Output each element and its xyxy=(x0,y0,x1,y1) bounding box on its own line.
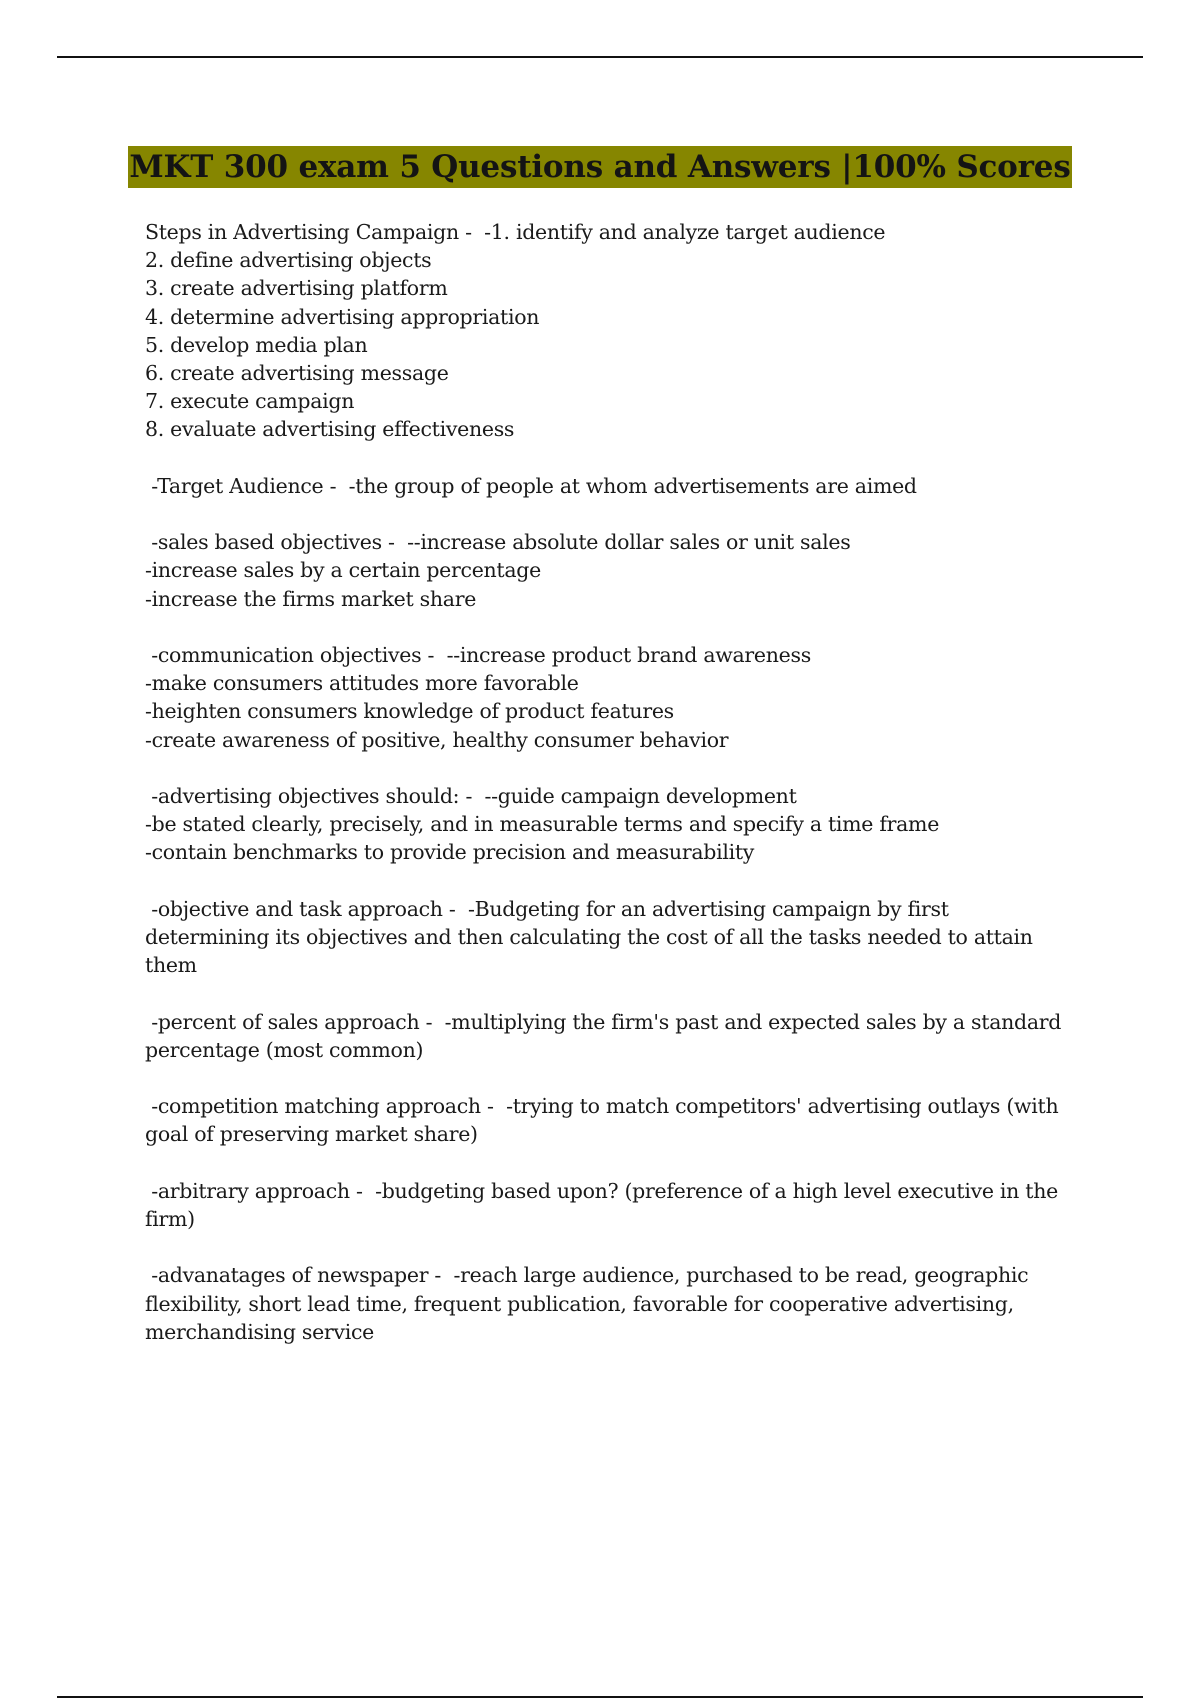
paragraph-gap xyxy=(145,867,1090,895)
qa-paragraph xyxy=(145,1177,1090,1233)
text-line: -heighten consumers knowledge of product features xyxy=(145,699,674,724)
text-line: -be stated clearly, precisely, and in measurable terms and specify a time frame xyxy=(145,812,940,837)
text-line: percentage (most common) xyxy=(145,1037,424,1062)
text-line: 2. define advertising objects xyxy=(145,248,432,273)
steps-list xyxy=(145,218,1090,444)
title-container xyxy=(0,146,1200,188)
text-line: -advanatages of newspaper - -reach large audience, purchased to be read, geographic xyxy=(145,1263,1029,1288)
text-line: 5. develop media plan xyxy=(145,332,368,357)
qa-paragraph xyxy=(145,1008,1090,1064)
text-line: -make consumers attitudes more favorable xyxy=(145,671,579,696)
text-line: firm) xyxy=(145,1206,195,1231)
paragraph-gap xyxy=(145,500,1090,528)
qa-paragraph xyxy=(145,472,1090,500)
text-line: -Target Audience - -the group of people at whom advertisements are aimed xyxy=(145,473,917,498)
text-line: -competition matching approach - -trying to match competitors' advertising outlays (with xyxy=(145,1094,1059,1119)
qa-paragraph xyxy=(145,782,1090,867)
paragraph-gap xyxy=(145,979,1090,1007)
qa-paragraph xyxy=(145,528,1090,613)
text-line: 6. create advertising message xyxy=(145,361,449,386)
text-line: 3. create advertising platform xyxy=(145,276,448,301)
text-line: flexibility, short lead time, frequent publication, favorable for cooperative advertising, xyxy=(145,1291,1014,1316)
top-rule xyxy=(57,56,1143,58)
text-line: -communication objectives - --increase product brand awareness xyxy=(145,643,811,667)
document-title: MKT 300 exam 5 Questions and Answers |100% Scores xyxy=(128,146,1071,188)
text-line: 8. evaluate advertising effectiveness xyxy=(145,417,515,442)
paragraph-gap xyxy=(145,444,1090,472)
text-line: -objective and task approach - -Budgeting for an advertising campaign by first xyxy=(145,896,949,921)
qa-paragraph xyxy=(145,1261,1090,1346)
paragraph-gap xyxy=(145,1233,1090,1261)
text-line: -arbitrary approach - -budgeting based upon? (preference of a high level executive in the xyxy=(145,1178,1058,1203)
document-body xyxy=(145,218,1090,1346)
text-line: merchandising service xyxy=(145,1319,374,1344)
text-line: -advertising objectives should: - --guide campaign development xyxy=(145,784,797,808)
text-line: determining its objectives and then calculating the cost of all the tasks needed to attain xyxy=(145,925,1033,949)
paragraph-gap xyxy=(145,754,1090,782)
text-line: Steps in Advertising Campaign - -1. identify and analyze target audience xyxy=(145,220,886,244)
paragraph-gap xyxy=(145,1064,1090,1092)
text-line: -sales based objectives - --increase absolute dollar sales or unit sales xyxy=(145,530,851,555)
text-line: -create awareness of positive, healthy consumer behavior xyxy=(145,727,729,752)
paragraph-gap xyxy=(145,1149,1090,1177)
text-line: -increase sales by a certain percentage xyxy=(145,558,541,583)
text-line: -contain benchmarks to provide precision and measurability xyxy=(145,840,755,865)
text-line: 4. determine advertising appropriation xyxy=(145,304,540,329)
bottom-rule xyxy=(57,1696,1143,1698)
qa-paragraph xyxy=(145,641,1090,754)
qa-paragraph xyxy=(145,895,1090,980)
text-line: them xyxy=(145,953,197,978)
text-line: -increase the firms market share xyxy=(145,586,477,611)
text-line: 7. execute campaign xyxy=(145,389,355,414)
qa-paragraph xyxy=(145,1092,1090,1148)
text-line: -percent of sales approach - -multiplying the firm's past and expected sales by a standard xyxy=(145,1009,1062,1034)
paragraph-gap xyxy=(145,613,1090,641)
text-line: goal of preserving market share) xyxy=(145,1122,478,1147)
